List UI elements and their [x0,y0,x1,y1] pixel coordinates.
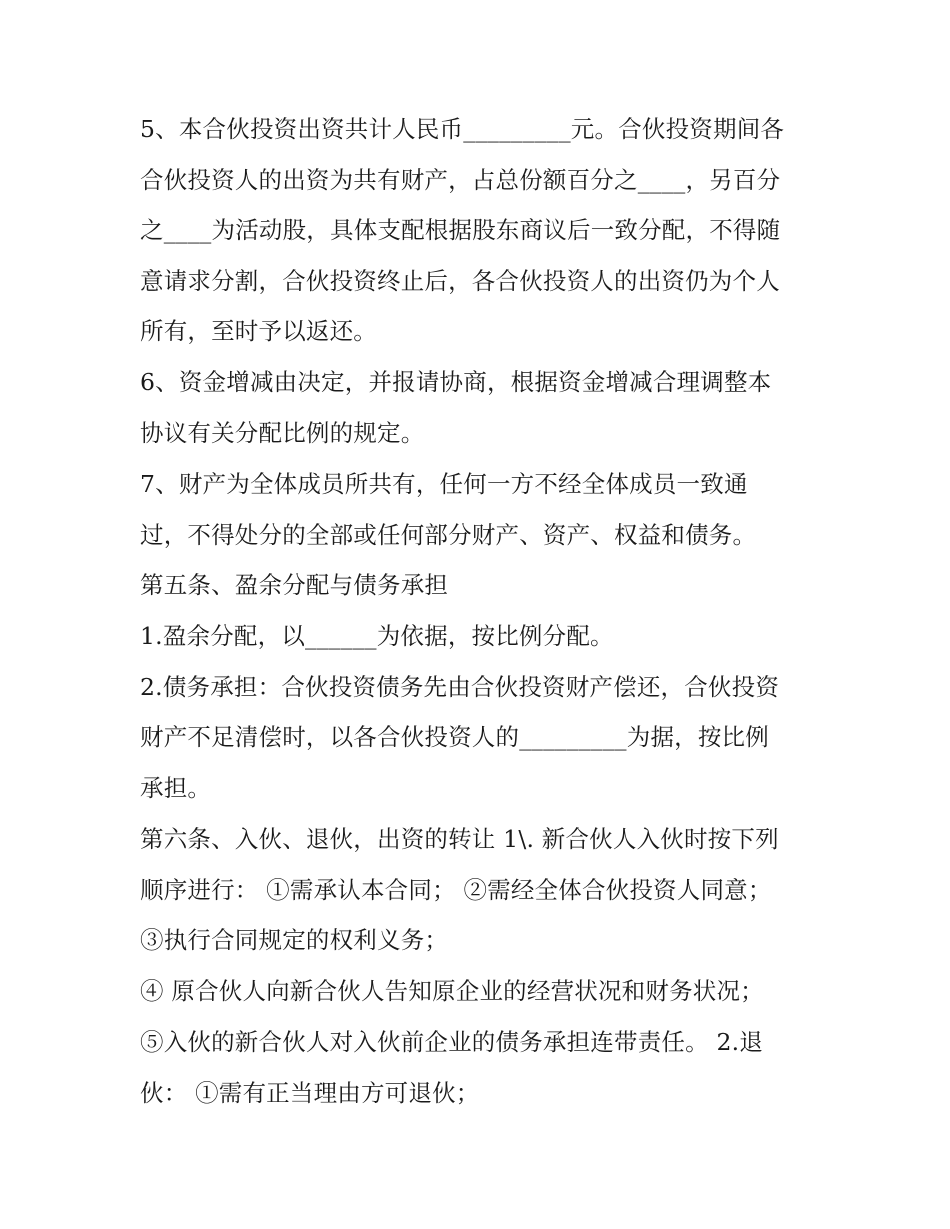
text-line-13: 财产不足清偿时，以各合伙投资人的_________为据，按比例 [140,723,769,751]
text-line-20: 伙： ①需有正当理由方可退伙； [140,1079,480,1107]
text-line-6: 6、资金增减由决定，并报请协商，根据资金增减合理调整本 [140,368,772,396]
text-line-4: 意请求分割，合伙投资终止后，各合伙投资人的出资仍为个人 [140,267,780,295]
text-line-9: 过，不得处分的全部或任何部分财产、资产、权益和债务。 [140,521,757,549]
text-line-1: 5、本合伙投资出资共计人民币_________元。合伙投资期间各 [140,115,785,143]
text-line-14: 承担。 [140,774,212,802]
text-line-8: 7、财产为全体成员所共有，任何一方不经全体成员一致通 [140,470,748,498]
text-line-11: 1.盈余分配，以______为依据，按比例分配。 [140,622,614,650]
text-line-3: 之____为活动股，具体支配根据股东商议后一致分配，不得随 [140,216,781,244]
text-line-7: 协议有关分配比例的规定。 [140,419,425,447]
text-line-17: ③执行合同规定的权利义务； [140,926,449,954]
text-line-18: ④ 原合伙人向新合伙人告知原企业的经营状况和财务状况； [140,977,764,1005]
text-line-12: 2.债务承担：合伙投资债务先由合伙投资财产偿还，合伙投资 [140,673,780,701]
section-heading-5: 第五条、盈余分配与债务承担 [140,571,449,599]
text-line-2: 合伙投资人的出资为共有财产，占总份额百分之____，另百分 [140,166,781,194]
section-heading-6: 第六条、入伙、退伙，出资的转让 1\. 新合伙人入伙时按下列 [140,825,779,853]
text-line-5: 所有，至时予以返还。 [140,317,377,345]
text-line-19: ⑤入伙的新合伙人对入伙前企业的债务承担连带责任。 2.退 [140,1028,763,1056]
text-line-16: 顺序进行： ①需承认本合同； ②需经全体合伙投资人同意； [140,876,772,904]
